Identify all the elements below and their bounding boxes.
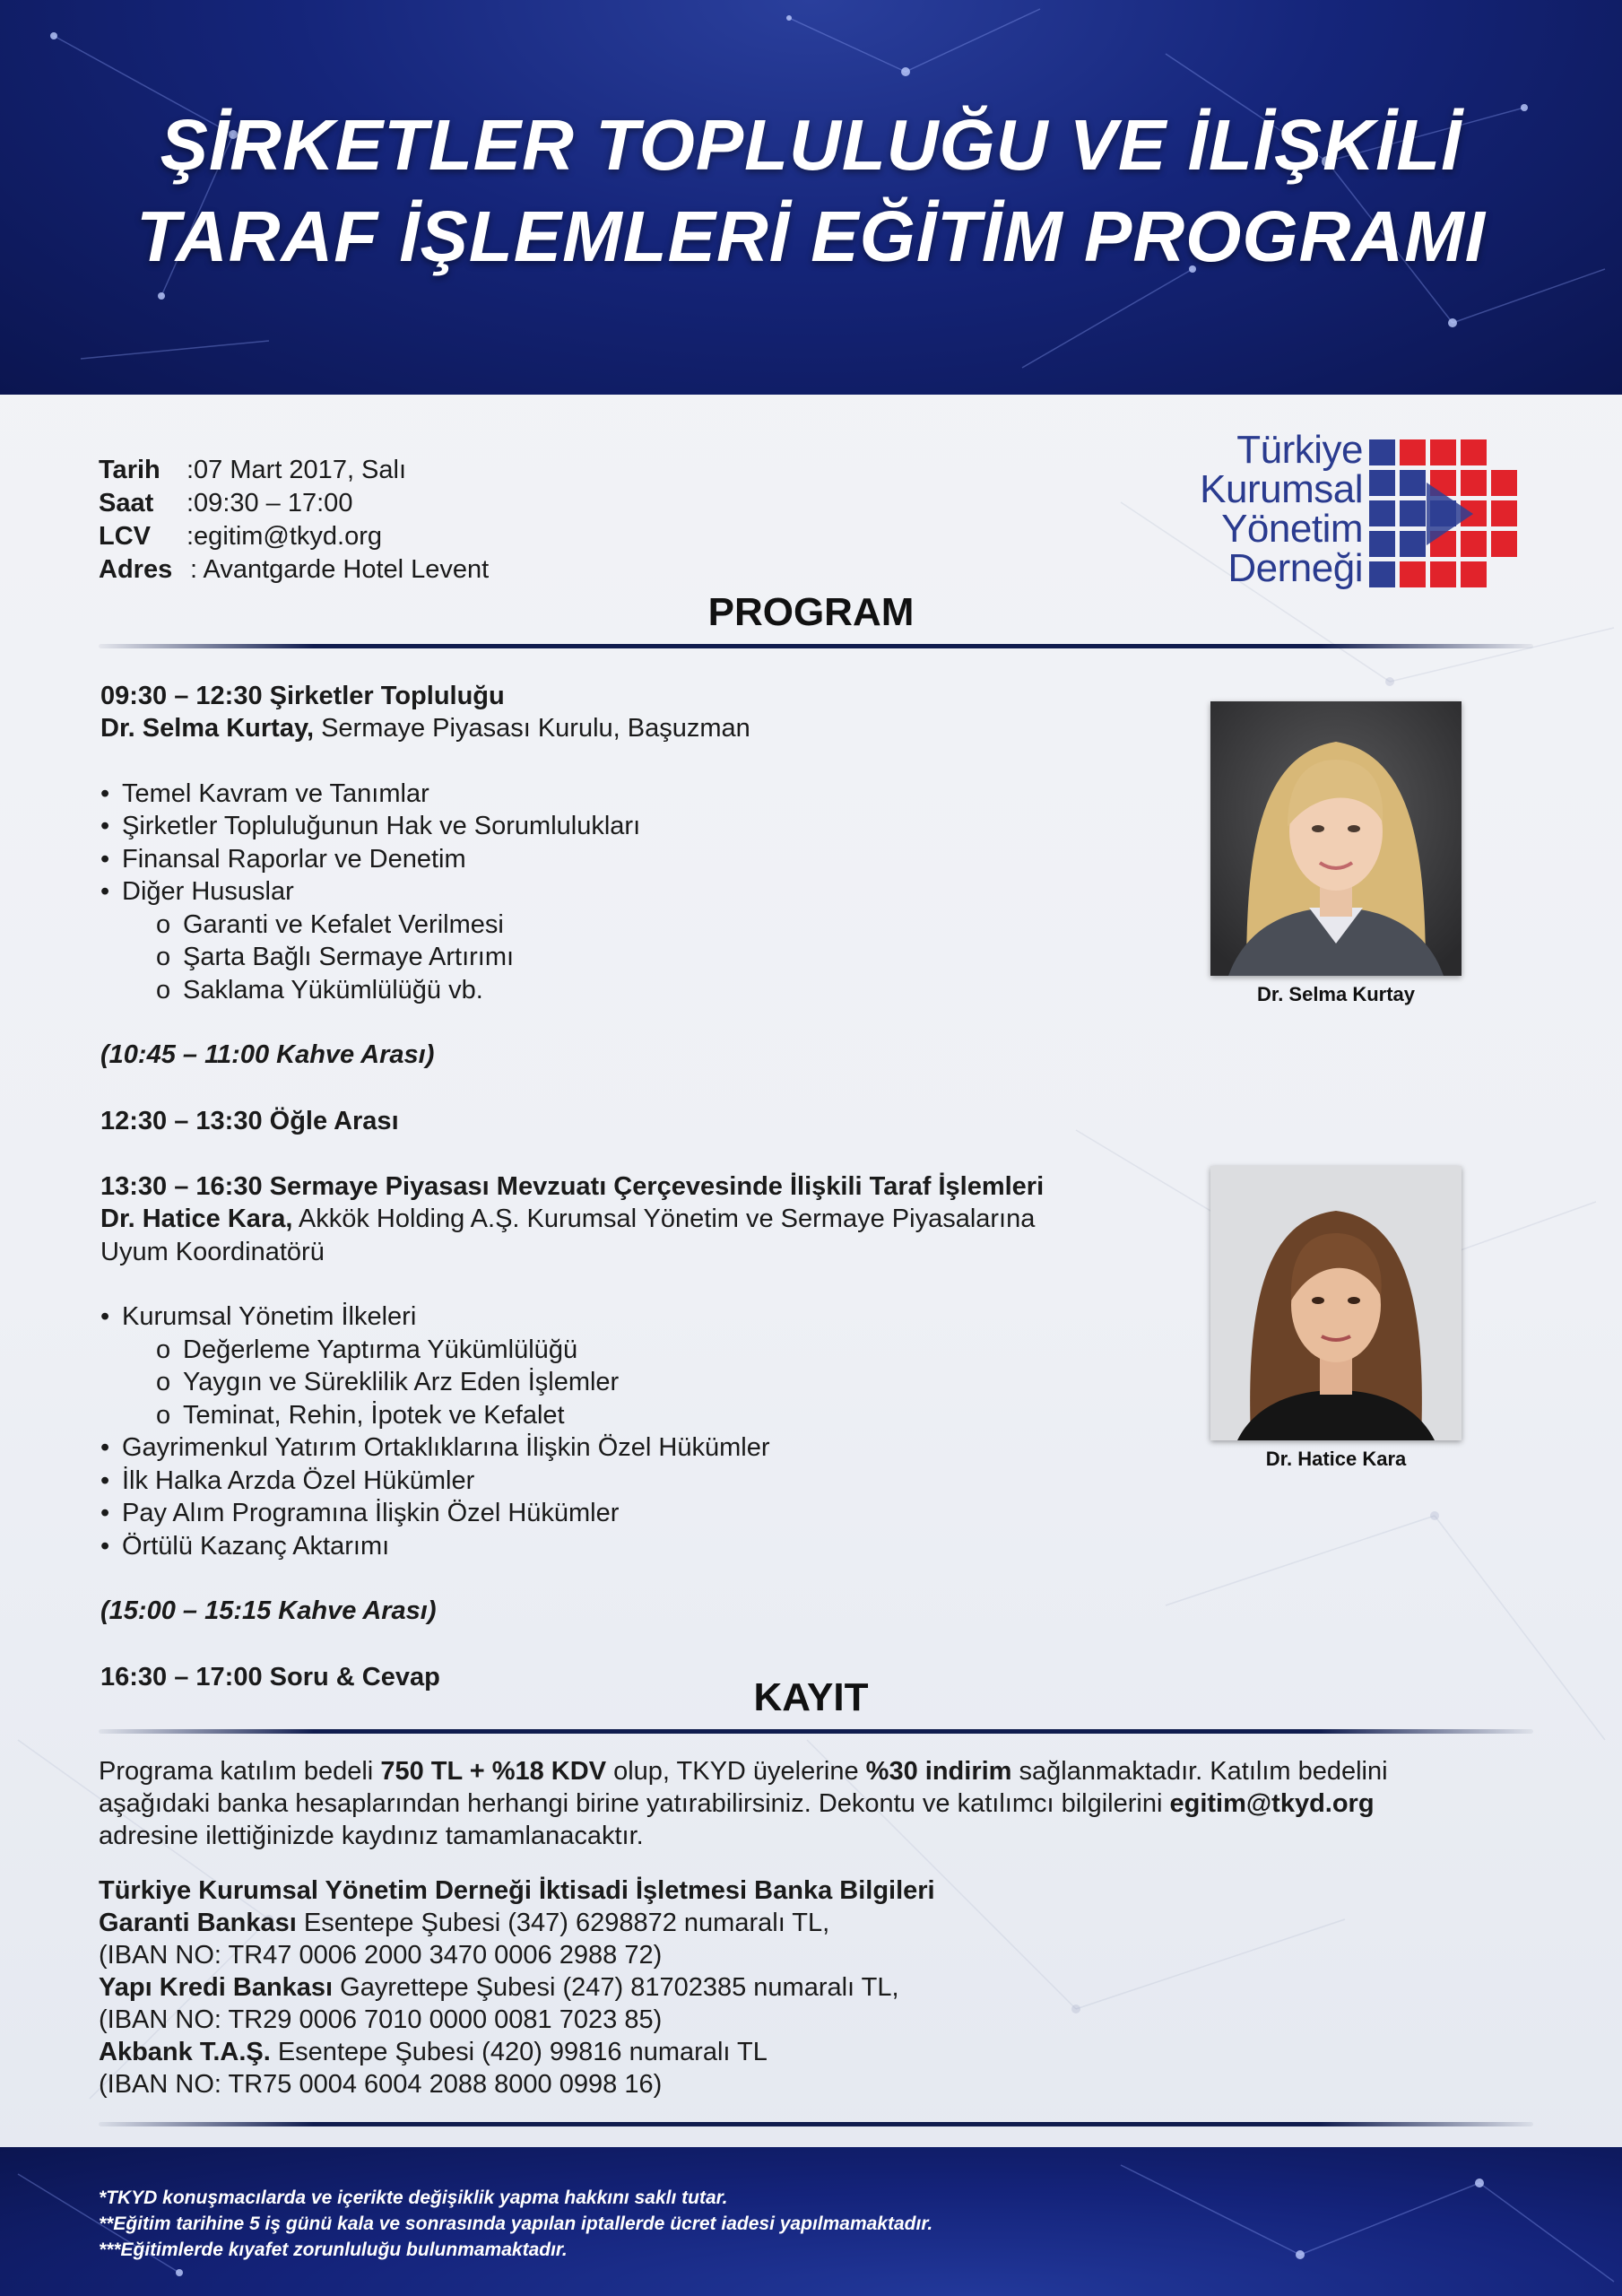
footnote-2: **Eğitim tarihine 5 iş günü kala ve sonrasında yapılan iptallerde ücret iadesi yapılmamaktadır.	[99, 2213, 933, 2234]
bank-line: Akbank T.A.Ş. Esentepe Şubesi (420) 99816 numaralı TL	[99, 2038, 768, 2066]
page-title-line2: TARAF İŞLEMLERİ EĞİTİM PROGRAMI	[135, 196, 1487, 276]
speaker-photo-hatice-kara	[1210, 1166, 1462, 1440]
list-item: • İlk Halka Arzda Özel Hükümler	[100, 1466, 475, 1495]
tkyd-logo-text	[1166, 430, 1363, 588]
member-discount: %30 indirim	[865, 1757, 1012, 1786]
registration-line3: adresine ilettiğinizde kaydınız tamamlanacaktır.	[99, 1822, 644, 1850]
session2-speaker-role: Akkök Holding A.Ş. Kurumsal Yönetim ve Sermaye Piyasalarına	[292, 1205, 1036, 1233]
session1-speaker	[100, 712, 750, 744]
program-divider	[99, 644, 1533, 648]
logo-line2: Kurumsal	[1200, 467, 1363, 511]
registration-heading: KAYIT	[753, 1675, 869, 1719]
bank-info	[99, 1874, 1497, 2100]
sub-list-item: o Şarta Bağlı Sermaye Artırımı	[156, 943, 515, 971]
registration-divider	[99, 1729, 1533, 1734]
info-label: Adres	[99, 555, 173, 584]
page-title-line1: ŞİRKETLER TOPLULUĞU VE İLİŞKİLİ	[160, 105, 1462, 185]
list-item: • Örtülü Kazanç Aktarımı	[100, 1532, 390, 1561]
bank-iban: (IBAN NO: TR75 0004 6004 2088 8000 0998 16)	[99, 2070, 663, 2099]
qa-session: 16:30 – 17:00 Soru & Cevap	[100, 1663, 440, 1692]
sub-list-item: o Değerleme Yaptırma Yükümlülüğü	[156, 1335, 578, 1364]
registration-line1: Programa katılım bedeli 750 TL + %18 KDV olup, TKYD üyelerine %30 indirim sağlanmaktadır. Katılım bedelini	[99, 1757, 1388, 1786]
header-banner	[0, 0, 1622, 395]
bank-iban: (IBAN NO: TR29 0006 7010 0000 0081 7023 85)	[99, 2005, 663, 2034]
info-value: : Avantgarde Hotel Levent	[190, 555, 490, 584]
sub-list-item: o Teminat, Rehin, İpotek ve Kefalet	[156, 1401, 565, 1430]
speaker-photo-selma-kurtay	[1210, 701, 1462, 976]
list-item: • Şirketler Topluluğunun Hak ve Sorumlulukları	[100, 812, 641, 840]
lunch-break: 12:30 – 13:30 Öğle Arası	[100, 1107, 399, 1135]
registration-text	[99, 1755, 1497, 1852]
sub-list-item: o Saklama Yükümlülüğü vb.	[156, 976, 483, 1004]
list-item: • Kurumsal Yönetim İlkeleri	[100, 1302, 417, 1331]
info-label: Saat	[99, 489, 154, 517]
registration-line2: aşağıdaki banka hesaplarından herhangi birine yatırabilirsiniz. Dekontu ve katılımcı bilgilerini egitim@tkyd.org	[99, 1789, 1375, 1818]
list-item: • Gayrimenkul Yatırım Ortaklıklarına İlişkin Özel Hükümler	[100, 1433, 770, 1462]
footnote-1: *TKYD konuşmacılarda ve içerikte değişiklik yapma hakkını saklı tutar.	[99, 2187, 728, 2208]
bank-line: Garanti Bankası Esentepe Şubesi (347) 6298872 numaralı TL,	[99, 1909, 830, 1937]
info-value: :egitim@tkyd.org	[186, 522, 383, 551]
list-item: • Diğer Hususlar	[100, 877, 294, 906]
coffee-break-2: (15:00 – 15:15 Kahve Arası)	[100, 1596, 437, 1625]
registration-email: egitim@tkyd.org	[1169, 1789, 1375, 1818]
session2-speaker-name: Dr. Hatice Kara,	[100, 1205, 293, 1233]
sub-list-item: o Garanti ve Kefalet Verilmesi	[156, 910, 504, 939]
info-label: LCV	[99, 522, 151, 551]
session2-speaker	[100, 1203, 1035, 1235]
info-label: Tarih	[99, 456, 160, 484]
session1-title: 09:30 – 12:30 Şirketler Topluluğu	[100, 682, 505, 710]
session2-title: 13:30 – 16:30 Sermaye Piyasası Mevzuatı Çerçevesinde İlişkili Taraf İşlemleri	[100, 1172, 1045, 1201]
bank-line: Yapı Kredi Bankası Gayrettepe Şubesi (247) 81702385 numaralı TL,	[99, 1973, 899, 2002]
bank-iban: (IBAN NO: TR47 0006 2000 3470 0006 2988 72)	[99, 1941, 663, 1970]
program-heading: PROGRAM	[707, 590, 915, 634]
footer-banner	[0, 2147, 1622, 2296]
registration-fee: 750 TL + %18 KDV	[380, 1757, 607, 1786]
footnote-3: ***Eğitimlerde kıyafet zorunluluğu bulunmamaktadır.	[99, 2239, 568, 2260]
logo-line3: Yönetim	[1221, 507, 1363, 551]
bottom-divider	[99, 2122, 1533, 2126]
logo-line1: Türkiye	[1236, 428, 1363, 472]
session1-speaker-name: Dr. Selma Kurtay,	[100, 714, 315, 743]
bank-info-heading: Türkiye Kurumsal Yönetim Derneği İktisadi İşletmesi Banka Bilgileri	[99, 1876, 935, 1905]
photo-caption-hatice-kara: Dr. Hatice Kara	[1265, 1448, 1407, 1470]
list-item: • Pay Alım Programına İlişkin Özel Hükümler	[100, 1499, 620, 1527]
sub-list-item: o Yaygın ve Süreklilik Arz Eden İşlemler	[156, 1368, 620, 1396]
tkyd-logo-grid-icon	[1367, 438, 1533, 599]
logo-line4: Derneği	[1227, 546, 1363, 590]
session1-speaker-role: Sermaye Piyasası Kurulu, Başuzman	[314, 714, 750, 743]
list-item: • Finansal Raporlar ve Denetim	[100, 845, 466, 874]
list-item: • Temel Kavram ve Tanımlar	[100, 779, 429, 808]
info-value: :09:30 – 17:00	[186, 489, 353, 517]
photo-caption-selma-kurtay: Dr. Selma Kurtay	[1256, 983, 1416, 1005]
info-value: :07 Mart 2017, Salı	[186, 456, 407, 484]
session2-speaker-role-cont: Uyum Koordinatörü	[100, 1238, 325, 1266]
coffee-break-1: (10:45 – 11:00 Kahve Arası)	[100, 1040, 435, 1069]
